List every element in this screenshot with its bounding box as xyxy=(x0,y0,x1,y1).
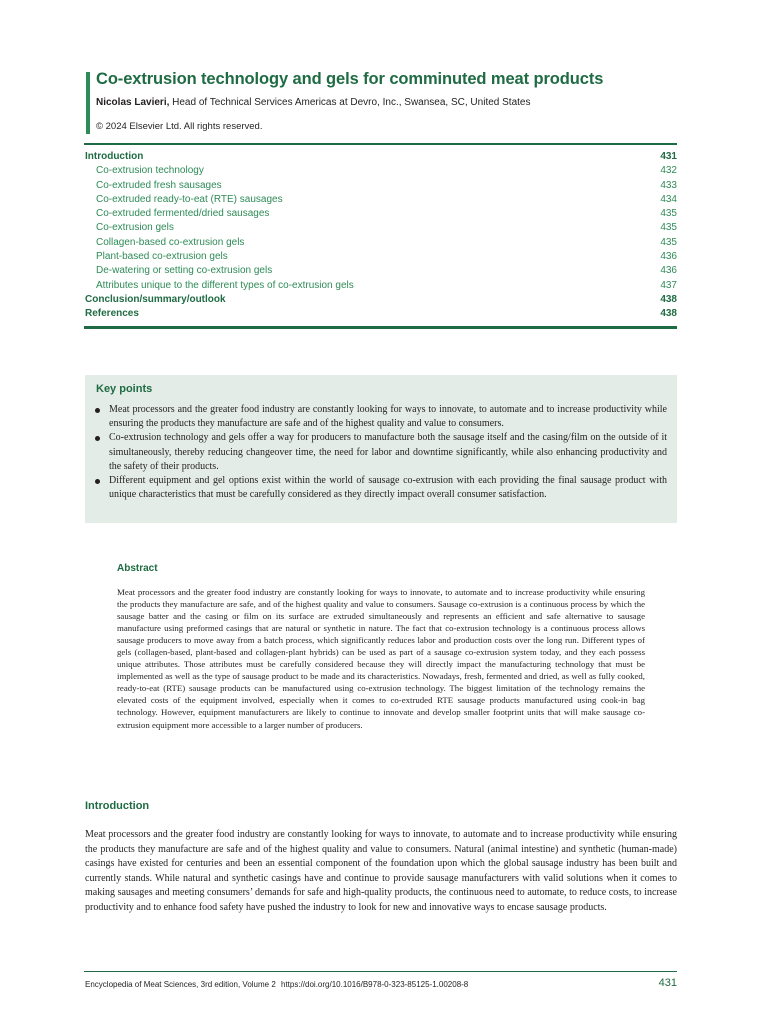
introduction-heading: Introduction xyxy=(85,800,150,812)
toc-entry[interactable] xyxy=(85,150,677,164)
toc-entry-label: References xyxy=(85,308,139,320)
author-name: Nicolas Lavieri, xyxy=(96,97,170,108)
toc-entry-page: 435 xyxy=(660,222,677,234)
toc-entry-label: Co-extruded fresh sausages xyxy=(96,179,222,191)
toc-entry-label: Introduction xyxy=(85,151,144,162)
author-line xyxy=(96,97,530,108)
key-point-item xyxy=(95,431,667,474)
toc-top-rule xyxy=(84,143,677,145)
copyright-notice: © 2024 Elsevier Ltd. All rights reserved. xyxy=(96,121,263,132)
table-of-contents xyxy=(85,150,677,322)
toc-bottom-rule xyxy=(84,326,677,329)
key-point-text: Co-extrusion technology and gels offer a way for producers to manufacture both the sausage itself and the casing/film on the outside of it simultaneously, thereby reducing changeover time, the need for labor and downtime significantly, while also enhancing productivity and the safety of their products. xyxy=(109,432,667,472)
toc-entry-page: 433 xyxy=(660,179,677,191)
title-accent-bar xyxy=(86,72,90,134)
toc-entry-label: Co-extrusion gels xyxy=(96,222,174,234)
key-points-box xyxy=(85,375,677,523)
toc-entry[interactable] xyxy=(85,264,677,278)
footer-source: Encyclopedia of Meat Sciences, 3rd edition, Volume 2 xyxy=(85,980,276,989)
toc-entry[interactable] xyxy=(85,307,677,321)
toc-entry-page: 431 xyxy=(660,151,677,162)
key-point-text: Meat processors and the greater food industry are constantly looking for ways to innovate, to automate and to increase productivity while ensuring the products they manufacture are safe and of the highest quality and value to consumers. xyxy=(109,404,667,430)
bullet-icon xyxy=(95,479,100,484)
introduction-body: Meat processors and the greater food industry are constantly looking for ways to innovate, to automate and to increase productivity while ensuring the products they manufacture are safe and of the highest quality and value to consumers. Natural (animal intestine) and synthetic (human-made) casings have existed for centuries and been an essential component of the foundation upon which the global sausage industry has been built and currently stands. While natural and synthetic casings have and continue to provide sausage manufacturers with valid solutions when it comes to making sausages and meeting consumers’ demands for safe and high-quality products, the continuous need to automate, to reduce costs, to increase productivity and to enhance food safety have pushed the industry to look for new and innovative ways to encase sausage products. xyxy=(85,829,677,913)
toc-entry-label: Co-extrusion technology xyxy=(96,165,204,177)
toc-entry-page: 436 xyxy=(660,265,677,277)
toc-entry-label: De-watering or setting co-extrusion gels xyxy=(96,265,273,277)
chapter-header xyxy=(86,70,686,134)
toc-entry-page: 432 xyxy=(660,165,677,177)
toc-entry[interactable] xyxy=(85,236,677,250)
toc-entry[interactable] xyxy=(85,179,677,193)
toc-entry-label: Plant-based co-extrusion gels xyxy=(96,251,228,263)
abstract-body: Meat processors and the greater food industry are constantly looking for ways to innovate, to automate and to increase productivity while ensuring the products they manufacture are safe, and of the highest quality and value to consumers. Sausage co-extrusion is a continuous process by which the sausage batter and the casing or film on its surface are extruded simultaneously and represents an efficient and safe alternative to sausage manufacture using preformed casings that are natural or synthetic in nature. The fact that co-extrusion technology is a continuous process allows sausage producers to move away from a batch process, which significantly reduces labor and production costs over the long run. Different types of gels (collagen-based, plant-based and collagen-plant hybrids) can be used as part of a sausage co-extrusion system today, and they each possess unique attributes. Those attributes must be carefully considered because they will directly impact the manufacturing technology that must be implemented as well as the type of sausage product to be made and its characteristics. Nowadays, fresh, fermented and dried, as well as fully cooked, ready-to-eat (RTE) sausage products can be manufactured using co-extrusion technology. The biggest limitation of the technology remains the elevated costs of the equipment involved, especially when it comes to co-extruded RTE sausage products manufactured using cook-in bag technology. However, equipment manufacturers are likely to continue to innovate and develop smaller footprint units that will make sausage co-extrusion equipment more accessible to a larger number of producers. xyxy=(117,587,645,730)
toc-entry-page: 434 xyxy=(660,193,677,205)
toc-entry-label: Attributes unique to the different types of co-extrusion gels xyxy=(96,279,354,291)
key-point-item xyxy=(95,474,667,502)
key-point-text: Different equipment and gel options exist within the world of sausage co-extrusion with each providing the final sausage product with unique characteristics that must be carefully considered as they directly impact overall consumer satisfaction. xyxy=(109,475,667,501)
page-number: 431 xyxy=(658,977,677,989)
toc-entry[interactable] xyxy=(85,279,677,293)
key-points-heading: Key points xyxy=(96,383,153,395)
toc-entry-label: Collagen-based co-extrusion gels xyxy=(96,236,245,248)
bullet-icon xyxy=(95,436,100,441)
toc-entry[interactable] xyxy=(85,207,677,221)
toc-entry[interactable] xyxy=(85,193,677,207)
toc-entry-page: 436 xyxy=(660,251,677,263)
toc-entry-page: 438 xyxy=(660,293,677,305)
toc-entry[interactable] xyxy=(85,293,677,307)
footer-doi-link[interactable]: https://doi.org/10.1016/B978-0-323-85125-1.00208-8 xyxy=(281,980,469,989)
toc-entry-page: 438 xyxy=(660,308,677,320)
toc-entry-page: 437 xyxy=(660,279,677,291)
toc-entry-label: Co-extruded fermented/dried sausages xyxy=(96,208,270,220)
chapter-title: Co-extrusion technology and gels for comminuted meat products xyxy=(96,70,604,88)
abstract-heading: Abstract xyxy=(117,563,158,574)
key-points-list xyxy=(95,403,667,502)
bullet-icon xyxy=(95,408,100,413)
toc-entry-label: Co-extruded ready-to-eat (RTE) sausages xyxy=(96,193,283,205)
toc-entry-label: Conclusion/summary/outlook xyxy=(85,293,226,305)
toc-entry-page: 435 xyxy=(660,236,677,248)
toc-entry[interactable] xyxy=(85,250,677,264)
toc-entry[interactable] xyxy=(85,221,677,235)
author-affiliation: Head of Technical Services Americas at Devro, Inc., Swansea, SC, United States xyxy=(169,97,531,108)
key-point-item xyxy=(95,403,667,431)
toc-entry-page: 435 xyxy=(660,208,677,220)
footer-rule xyxy=(84,971,677,972)
toc-entry[interactable] xyxy=(85,164,677,178)
